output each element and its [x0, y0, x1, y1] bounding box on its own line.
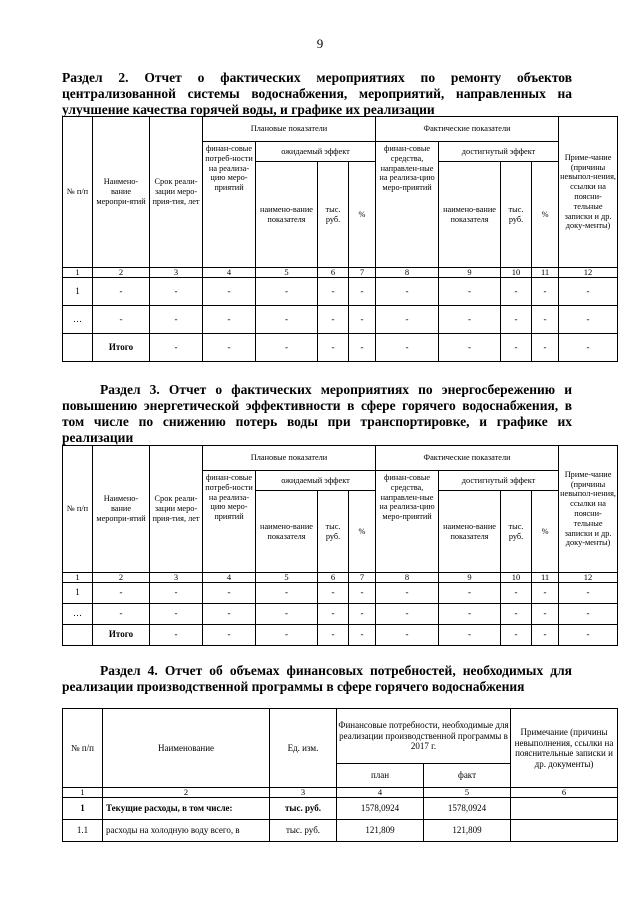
table-cell: - [559, 278, 618, 306]
column-number: 5 [256, 573, 318, 583]
header-name: Наимено-вание меропри-ятий [93, 117, 150, 268]
table-row [63, 798, 618, 820]
column-number: 9 [439, 268, 501, 278]
header-effect-name: наимено-вание показателя [439, 162, 501, 268]
table-cell: … [63, 306, 93, 334]
header-actual: Фактические показатели [376, 446, 559, 471]
table-cell: - [150, 604, 203, 625]
table-cell: - [349, 306, 376, 334]
table-cell: - [256, 306, 318, 334]
column-number: 1 [63, 268, 93, 278]
header-effect-pct: % [349, 491, 376, 573]
header-planned: Плановые показатели [203, 446, 376, 471]
column-number: 6 [318, 268, 349, 278]
header-expected-effect: ожидаемый эффект [256, 471, 376, 491]
row-unit: тыс. руб. [270, 820, 337, 842]
table-cell: - [349, 583, 376, 604]
row-note [511, 820, 618, 842]
column-number: 4 [203, 573, 256, 583]
table-cell [63, 334, 93, 362]
table-cell: - [93, 604, 150, 625]
header-plan: план [337, 764, 424, 788]
table-cell: - [93, 583, 150, 604]
column-number: 1 [63, 788, 103, 798]
column-number: 1 [63, 573, 93, 583]
table-cell: … [63, 604, 93, 625]
header-unit: Ед. изм. [270, 709, 337, 788]
column-number-row [63, 573, 618, 583]
header-name: Наименование [103, 709, 270, 788]
table-cell: 1 [63, 278, 93, 306]
table-cell: - [349, 604, 376, 625]
header-effect-pct: % [532, 491, 559, 573]
table-cell: - [439, 583, 501, 604]
table-cell: - [349, 625, 376, 646]
table-row [63, 604, 618, 625]
table-cell: - [532, 334, 559, 362]
table-cell: - [532, 625, 559, 646]
header-note: Приме-чание (причины невыпол-нения, ссылки на поясни-тельные записки и др. доку-менты) [559, 117, 618, 268]
table-cell: - [439, 604, 501, 625]
table-cell: - [150, 583, 203, 604]
table-cell: - [318, 278, 349, 306]
table-cell: - [150, 278, 203, 306]
column-number: 5 [256, 268, 318, 278]
header-effect-thous: тыс. руб. [501, 491, 532, 573]
column-number: 5 [424, 788, 511, 798]
table-cell: - [439, 306, 501, 334]
column-number: 3 [150, 573, 203, 583]
header-num: № п/п [63, 446, 93, 573]
table-cell: - [150, 625, 203, 646]
header-effect-thous: тыс. руб. [318, 162, 349, 268]
table-cell: - [203, 583, 256, 604]
header-fin-needs: Финансовые потребности, необходимые для реализации производственной программы в 2017 г. [337, 709, 511, 764]
table-cell: - [150, 306, 203, 334]
table-row [63, 820, 618, 842]
table-cell: - [349, 334, 376, 362]
header-effect-name: наимено-вание показателя [256, 491, 318, 573]
header-fact: факт [424, 764, 511, 788]
header-effect-thous: тыс. руб. [318, 491, 349, 573]
row-fact: 1578,0924 [424, 798, 511, 820]
column-number: 8 [376, 268, 439, 278]
row-note [511, 798, 618, 820]
table-cell: - [203, 334, 256, 362]
header-effect-pct: % [349, 162, 376, 268]
table-cell: - [532, 604, 559, 625]
table-cell: - [532, 583, 559, 604]
table-row [63, 278, 618, 306]
column-number: 3 [150, 268, 203, 278]
header-num: № п/п [63, 709, 103, 788]
section4-heading: Раздел 4. Отчет об объемах финансовых потребностей, необходимых для реализации производственной программы в сфере горячего водоснабжения [62, 663, 572, 694]
column-number: 4 [203, 268, 256, 278]
section2-heading: Раздел 2. Отчет о фактических мероприятиях по ремонту объектов централизованной системы водоснабжения, мероприятий, направленных на улучшение качества горячей воды, и графике их реализации [62, 70, 572, 117]
row-num: 1 [63, 798, 103, 820]
table-cell: - [256, 583, 318, 604]
table-cell: - [203, 306, 256, 334]
table-row [63, 583, 618, 604]
table-cell: - [203, 604, 256, 625]
table-cell: - [376, 306, 439, 334]
table-cell: - [318, 334, 349, 362]
column-number-row [63, 268, 618, 278]
table-cell: - [256, 278, 318, 306]
table-cell: - [439, 334, 501, 362]
table-cell: - [318, 625, 349, 646]
table-row [63, 306, 618, 334]
header-actual-fin: финан-совые средства, направлен-ные на реализа-цию меро-приятий [376, 142, 439, 268]
column-number: 2 [93, 573, 150, 583]
table-cell: - [376, 583, 439, 604]
header-effect-pct: % [532, 162, 559, 268]
table-cell: - [559, 334, 618, 362]
table-cell: - [150, 334, 203, 362]
header-plan-fin: финан-совые потреб-ности на реализа-цию меро-приятий [203, 142, 256, 268]
section3-heading: Раздел 3. Отчет о фактических мероприятиях по энергосбережению и повышению энергетической эффективности в сфере горячего водоснабжения, в том числе по снижению потерь воды при транспортировке, и графике их реализации [62, 382, 572, 445]
section4-table [62, 708, 618, 842]
table-cell: - [93, 278, 150, 306]
header-achieved-effect: достигнутый эффект [439, 471, 559, 491]
header-term: Срок реали-зации меро-прия-тия, лет [150, 446, 203, 573]
column-number: 2 [93, 268, 150, 278]
table-cell: - [376, 625, 439, 646]
table-cell: - [376, 604, 439, 625]
column-number: 10 [501, 268, 532, 278]
header-plan-fin: финан-совые потреб-ности на реализа-цию меро-приятий [203, 471, 256, 573]
column-number: 6 [511, 788, 618, 798]
table-cell: - [501, 278, 532, 306]
header-actual-fin: финан-совые средства, направлен-ные на реализа-цию меро-приятий [376, 471, 439, 573]
header-effect-thous: тыс. руб. [501, 162, 532, 268]
header-actual: Фактические показатели [376, 117, 559, 142]
table-cell: - [256, 334, 318, 362]
section2-table [62, 116, 618, 362]
column-number: 10 [501, 573, 532, 583]
total-label: Итого [93, 334, 150, 362]
column-number: 3 [270, 788, 337, 798]
column-number: 7 [349, 573, 376, 583]
table-cell: - [501, 625, 532, 646]
header-expected-effect: ожидаемый эффект [256, 142, 376, 162]
row-name: Текущие расходы, в том числе: [103, 798, 270, 820]
header-num: № п/п [63, 117, 93, 268]
table-cell: - [501, 306, 532, 334]
section3-table [62, 445, 618, 646]
header-effect-name: наимено-вание показателя [439, 491, 501, 573]
table-cell: - [318, 604, 349, 625]
header-name: Наимено-вание меропри-ятий [93, 446, 150, 573]
header-effect-name: наимено-вание показателя [256, 162, 318, 268]
table-cell: - [532, 306, 559, 334]
page-number: 9 [316, 36, 324, 51]
column-number: 4 [337, 788, 424, 798]
column-number: 12 [559, 573, 618, 583]
table-cell [63, 625, 93, 646]
table-cell: - [203, 278, 256, 306]
table-cell: - [93, 306, 150, 334]
table-cell: - [439, 625, 501, 646]
column-number: 7 [349, 268, 376, 278]
header-achieved-effect: достигнутый эффект [439, 142, 559, 162]
column-number: 12 [559, 268, 618, 278]
row-fact: 121,809 [424, 820, 511, 842]
table-cell: - [501, 334, 532, 362]
table-cell: - [559, 604, 618, 625]
header-note: Примечание (причины невыполнения, ссылки на пояснительные записки и др. документы) [511, 709, 618, 788]
table-cell: - [376, 278, 439, 306]
header-term: Срок реали-зации меро-прия-тия, лет [150, 117, 203, 268]
row-unit: тыс. руб. [270, 798, 337, 820]
header-planned: Плановые показатели [203, 117, 376, 142]
total-row [63, 625, 618, 646]
column-number: 11 [532, 268, 559, 278]
table-cell: - [501, 583, 532, 604]
table-cell: - [559, 583, 618, 604]
column-number: 2 [103, 788, 270, 798]
table-cell: - [439, 278, 501, 306]
table-cell: - [376, 334, 439, 362]
total-row [63, 334, 618, 362]
row-plan: 1578,0924 [337, 798, 424, 820]
table-cell: - [318, 306, 349, 334]
header-note: Приме-чание (причины невыпол-нения, ссылки на поясни-тельные записки и др. доку-менты) [559, 446, 618, 573]
column-number: 6 [318, 573, 349, 583]
table-cell: - [256, 625, 318, 646]
row-plan: 121,809 [337, 820, 424, 842]
table-cell: - [501, 604, 532, 625]
table-cell: - [203, 625, 256, 646]
column-number-row [63, 788, 618, 798]
row-num: 1.1 [63, 820, 103, 842]
column-number: 8 [376, 573, 439, 583]
row-name: расходы на холодную воду всего, в [103, 820, 270, 842]
table-cell: 1 [63, 583, 93, 604]
table-cell: - [349, 278, 376, 306]
column-number: 11 [532, 573, 559, 583]
total-label: Итого [93, 625, 150, 646]
table-cell: - [256, 604, 318, 625]
table-cell: - [559, 625, 618, 646]
table-cell: - [559, 306, 618, 334]
table-cell: - [532, 278, 559, 306]
table-cell: - [318, 583, 349, 604]
column-number: 9 [439, 573, 501, 583]
